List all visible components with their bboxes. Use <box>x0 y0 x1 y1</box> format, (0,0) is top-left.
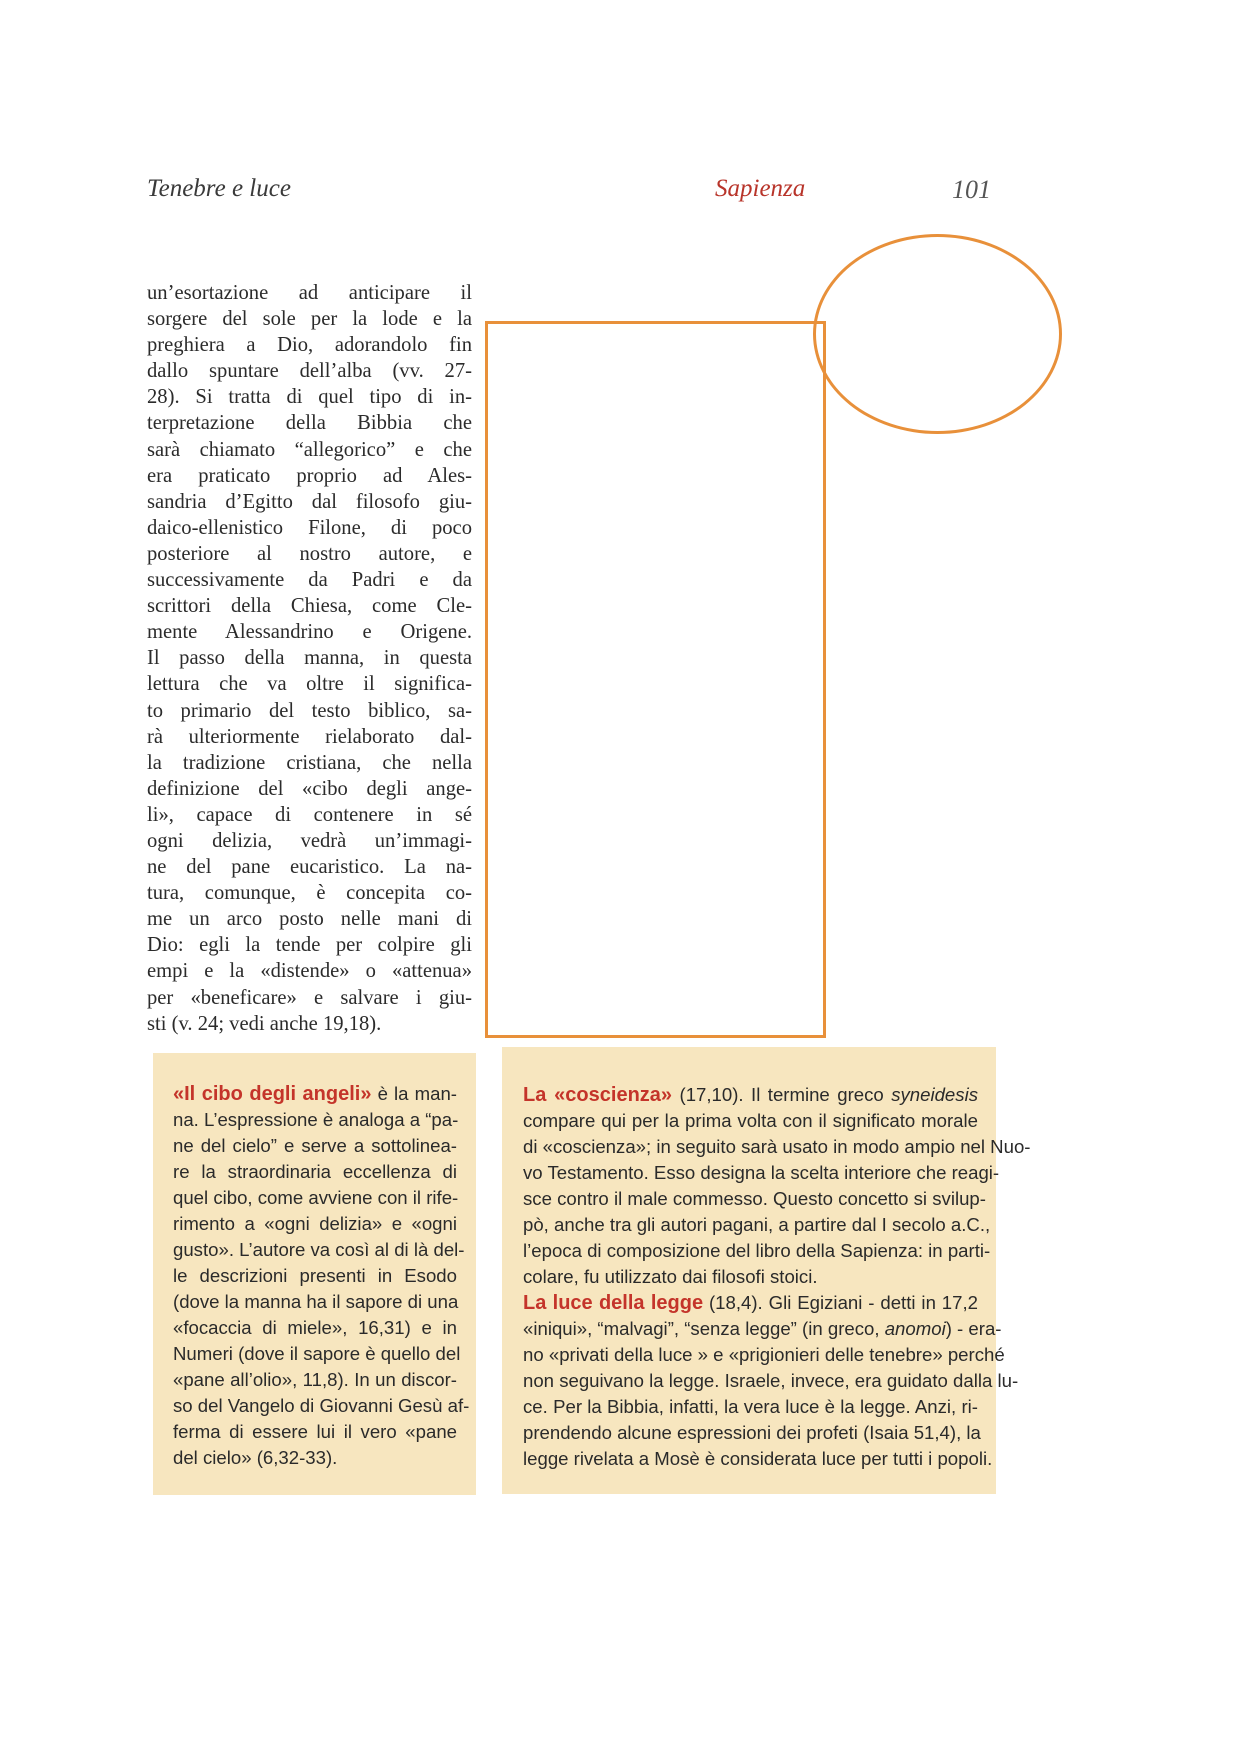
sidebar-first-line <box>173 1081 457 1107</box>
text-line: Il passo della manna, in questa <box>147 647 472 670</box>
running-head-book: Sapienza <box>715 175 806 202</box>
text-line: ogni delizia, vedrà un’immagi- <box>147 829 472 852</box>
text-line: rà ulteriormente rielaborato dal- <box>147 725 472 748</box>
text-line: «focaccia di miele», 16,31) e in <box>173 1317 457 1338</box>
text-line: sorgere del sole per la lode e la <box>147 308 472 331</box>
first-line-rest: è la man- <box>371 1083 457 1104</box>
text-line: na. L’espressione è analoga a “pa- <box>173 1109 459 1130</box>
text-line: era praticato proprio ad Ales- <box>147 464 472 487</box>
sidebar-first-line <box>523 1082 978 1108</box>
sidebar-box-cibo-angeli <box>153 1053 476 1495</box>
sidebar-mixed-line <box>523 1316 1002 1342</box>
text-line: sandria d’Egitto dal filosofo giu- <box>147 490 472 513</box>
text-line: preghiera a Dio, adorandolo fin <box>147 334 472 357</box>
paragraph-lines <box>523 1108 1031 1290</box>
text-line: pò, anche tra gli autori pagani, a partire dal I secolo a.C., <box>523 1214 991 1235</box>
text-line: di «coscienza»; in seguito sarà usato in modo ampio nel Nuo- <box>523 1136 1031 1157</box>
text-line: ne del cielo” e serve a sottolinea- <box>173 1135 457 1156</box>
text-line: (dove la manna ha il sapore di una <box>173 1291 459 1312</box>
mixed-line-b: ) - era- <box>945 1318 1002 1339</box>
sidebar-box-coscienza-luce <box>502 1047 1031 1494</box>
sidebar-second-term-line <box>523 1290 978 1316</box>
text-line: to primario del testo biblico, sa- <box>147 699 472 722</box>
text-line: daico-ellenistico Filone, di poco <box>147 516 472 539</box>
text-line: Dio: egli la tende per colpire gli <box>147 934 472 957</box>
text-line: re la straordinaria eccellenza di <box>173 1161 457 1182</box>
text-line: so del Vangelo di Giovanni Gesù af- <box>173 1395 470 1416</box>
text-line: le descrizioni presenti in Esodo <box>173 1265 457 1286</box>
text-line: un’esortazione ad anticipare il <box>147 282 472 304</box>
text-line: sti (v. 24; vedi anche 19,18). <box>147 1012 382 1035</box>
text-line: empi e la «distende» o «attenua» <box>147 960 472 983</box>
text-line: definizione del «cibo degli ange- <box>147 777 472 800</box>
term-line-rest: (18,4). Gli Egiziani - detti in 17,2 <box>703 1292 978 1313</box>
text-line: del cielo» (6,32-33). <box>173 1447 338 1468</box>
mixed-line-a: «iniqui», “malvagi”, “senza legge” (in greco, <box>523 1318 885 1339</box>
text-line: per «beneficare» e salvare i giu- <box>147 986 472 1009</box>
text-line: prendendo alcune espressioni dei profeti (Isaia 51,4), la <box>523 1422 981 1443</box>
highlight-term: La luce della legge <box>523 1292 704 1314</box>
running-head-title: Tenebre e luce <box>147 175 291 202</box>
text-line: legge rivelata a Mosè è considerata luce per tutti i popoli. <box>523 1448 993 1469</box>
page-number: 101 <box>952 175 991 204</box>
text-line: gusto». L’autore va così al di là del- <box>173 1239 465 1260</box>
text-line: li», capace di contenere in sé <box>147 803 472 826</box>
highlight-term: «Il cibo degli angeli» <box>173 1083 372 1105</box>
text-line: la tradizione cristiana, che nella <box>147 751 472 774</box>
text-line: ne del pane eucaristico. La na- <box>147 856 472 879</box>
text-line: successivamente da Padri e da <box>147 569 472 592</box>
text-line: «pane all’olio», 11,8). In un discor- <box>173 1369 457 1390</box>
text-line: l’epoca di composizione del libro della Sapienza: in parti- <box>523 1240 991 1261</box>
text-line: posteriore al nostro autore, e <box>147 542 472 565</box>
first-line-rest: (17,10). Il termine greco <box>672 1084 892 1105</box>
text-line: rimento a «ogni delizia» e «ogni <box>173 1213 457 1234</box>
text-line: vo Testamento. Esso designa la scelta interiore che reagi- <box>523 1162 1000 1183</box>
text-line: scrittori della Chiesa, come Cle- <box>147 595 472 618</box>
paragraph-lines <box>523 1342 1019 1472</box>
text-line: Numeri (dove il sapore è quello del <box>173 1343 461 1364</box>
rectangle-annotation <box>485 321 826 1038</box>
text-line: ce. Per la Bibbia, infatti, la vera luce è la legge. Anzi, ri- <box>523 1396 978 1417</box>
text-line: compare qui per la prima volta con il significato morale <box>523 1110 978 1131</box>
text-line: lettura che va oltre il significa- <box>147 673 472 696</box>
text-line: sarà chiamato “allegorico” e che <box>147 438 472 461</box>
italic-word: anomoi <box>884 1318 946 1339</box>
text-line: terpretazione della Bibbia che <box>147 412 472 435</box>
text-line: no «privati della luce » e «prigionieri delle tenebre» perché <box>523 1344 1005 1365</box>
text-line: non seguivano la legge. Israele, invece, era guidato dalla lu- <box>523 1370 1019 1391</box>
sidebar-box-text <box>173 1081 470 1471</box>
highlight-term: La «coscienza» <box>523 1084 673 1106</box>
text-line: 28). Si tratta di quel tipo di in- <box>147 386 472 409</box>
text-line: tura, comunque, è concepita co- <box>147 882 472 905</box>
text-line: ferma di essere lui il vero «pane <box>173 1421 457 1442</box>
text-line: quel cibo, come avviene con il rife- <box>173 1187 459 1208</box>
sidebar-box-text <box>523 1082 1031 1472</box>
text-line: mente Alessandrino e Origene. <box>147 621 472 644</box>
ellipse-annotation <box>813 234 1062 434</box>
main-text-column <box>147 280 472 1037</box>
text-line: sce contro il male commesso. Questo concetto si svilup- <box>523 1188 986 1209</box>
text-line: colare, fu utilizzato dai filosofi stoici. <box>523 1266 818 1287</box>
text-line: me un arco posto nelle mani di <box>147 908 472 931</box>
italic-word: syneidesis <box>891 1084 979 1105</box>
text-line: dallo spuntare dell’alba (vv. 27- <box>147 360 472 383</box>
